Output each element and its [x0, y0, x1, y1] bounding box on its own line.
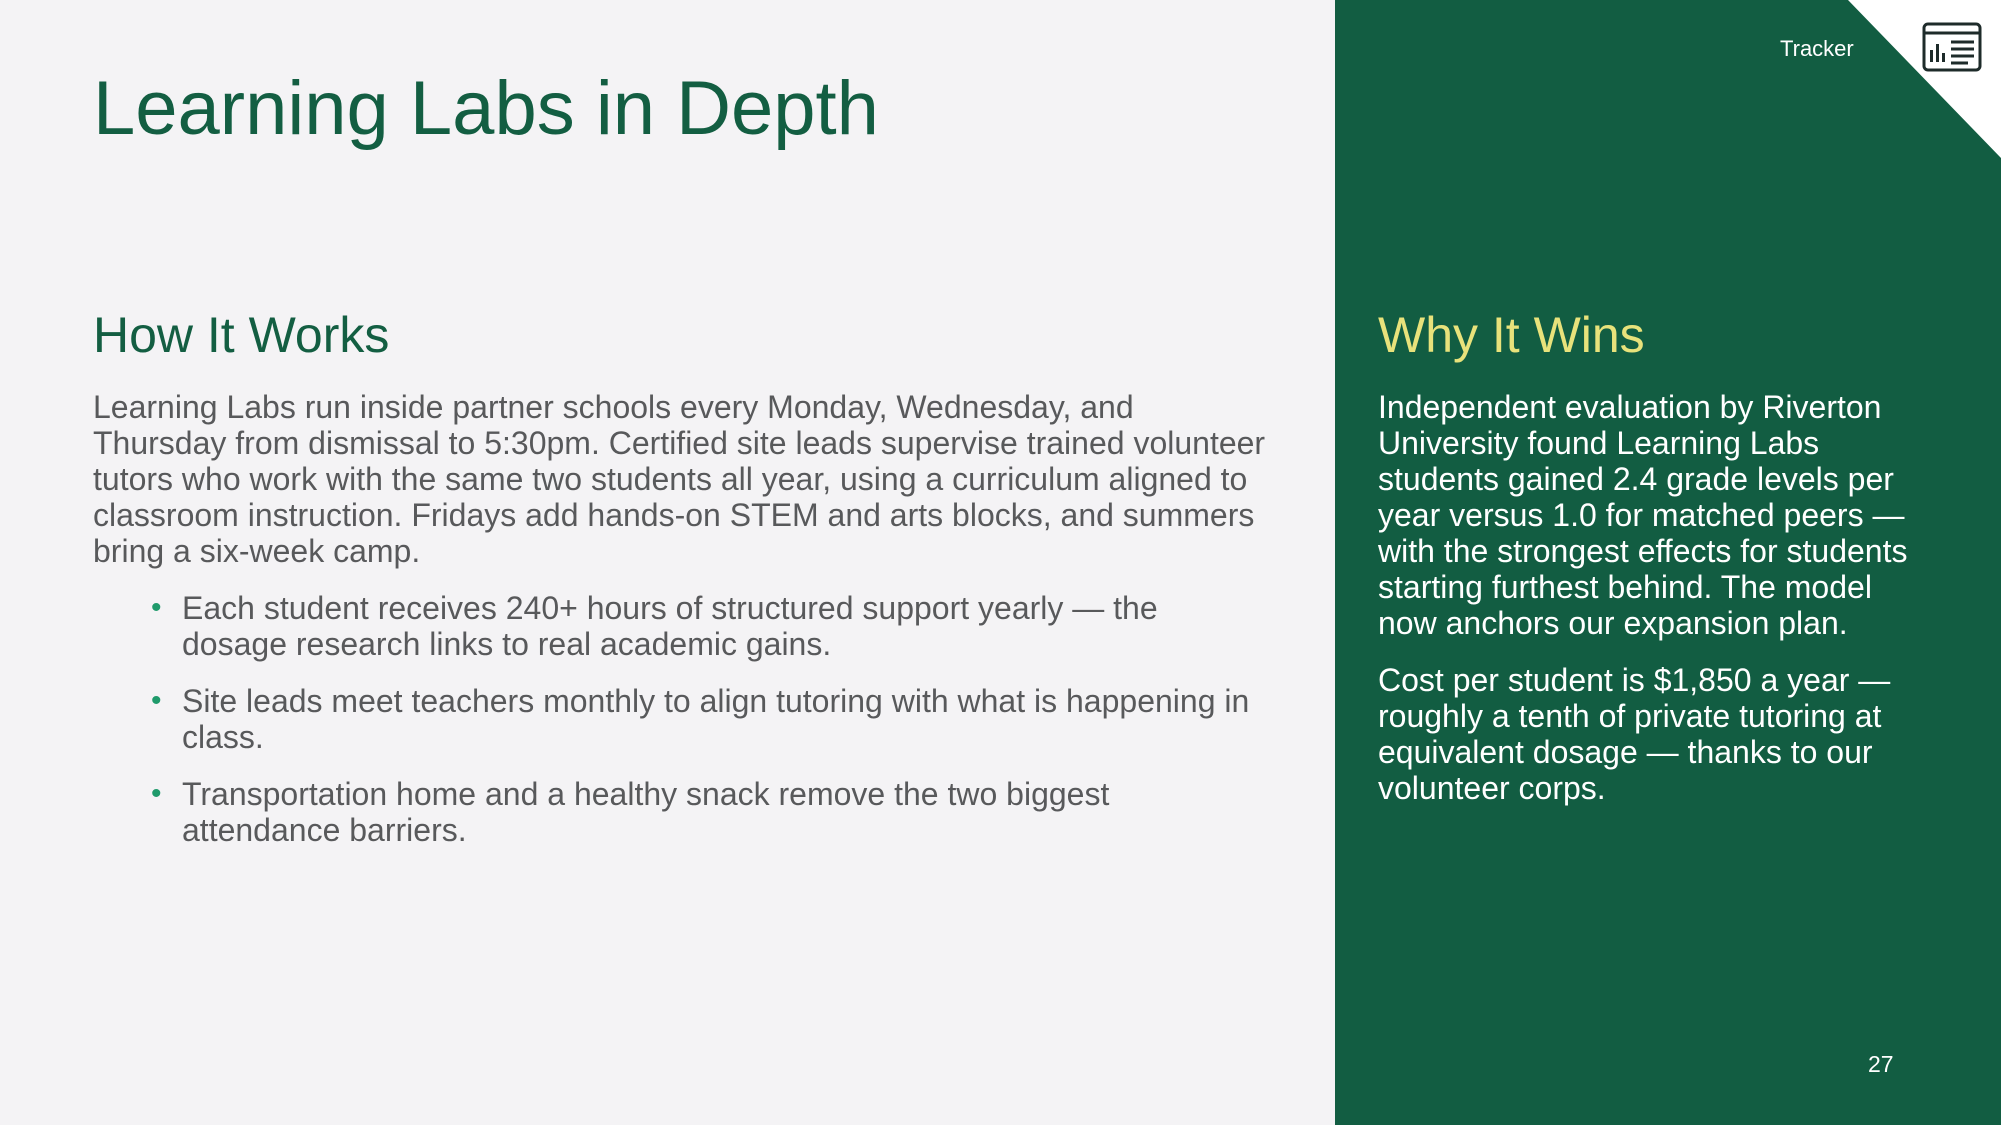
bullet-dot-icon: • [151, 591, 162, 624]
why-it-wins-section [1378, 305, 1938, 806]
bullet-item [151, 776, 1268, 848]
how-it-works-paragraph: Learning Labs run inside partner schools every Monday, Wednesday, and Thursday from dismissal to 5:30pm. Certified site leads supervise trained volunteer tutors who work with the same two students all year, using a curriculum aligned to classroom instruction. Fridays add hands-on STEM and arts blocks, and summers bring a six-week camp. [93, 389, 1266, 569]
bullet-text: Each student receives 240+ hours of structured support yearly — the dosage research links to real academic gains. [182, 590, 1158, 662]
page-number: 27 [1868, 1051, 1894, 1077]
bullet-item [151, 683, 1268, 755]
bullet-dot-icon: • [151, 684, 162, 717]
how-it-works-section [93, 305, 1268, 869]
tracker-label: Tracker [1780, 36, 1854, 61]
why-it-wins-heading: Why It Wins [1378, 307, 1645, 363]
bullet-text: Transportation home and a healthy snack remove the two biggest attendance barriers. [182, 776, 1110, 848]
bullet-item [151, 590, 1268, 662]
bullet-dot-icon: • [151, 777, 162, 810]
how-it-works-heading: How It Works [93, 307, 390, 363]
cost-paragraph: Cost per student is $1,850 a year — roughly a tenth of private tutoring at equivalent dosage — thanks to our volunteer corps. [1378, 662, 1891, 806]
bullet-text: Site leads meet teachers monthly to align tutoring with what is happening in class. [182, 683, 1250, 755]
slide-title: Learning Labs in Depth [93, 66, 879, 151]
tracker-report-icon[interactable] [1922, 22, 1982, 72]
evaluation-paragraph: Independent evaluation by Riverton University found Learning Labs students gained 2.4 grade levels per year versus 1.0 for matched peers — with the strongest effects for students starting furthest behind. The model now anchors our expansion plan. [1378, 389, 1908, 641]
how-it-works-bullets [93, 590, 1268, 848]
